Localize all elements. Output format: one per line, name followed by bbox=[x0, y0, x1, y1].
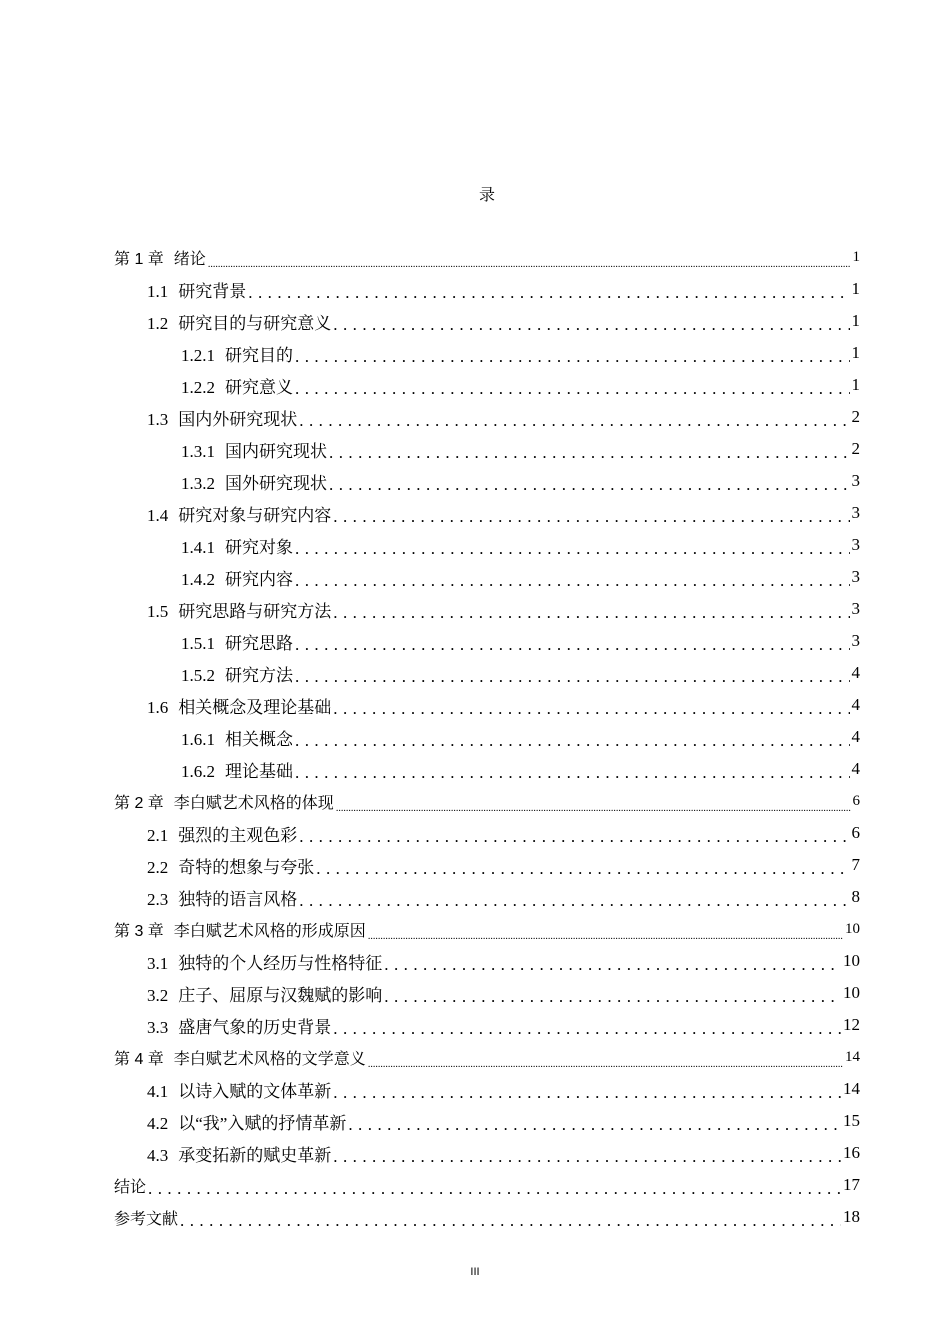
toc-entry-page-number: 7 bbox=[851, 855, 860, 874]
dot-leader bbox=[336, 795, 851, 817]
toc-entry-number: 1.3.2 bbox=[181, 473, 215, 493]
toc-entry-label bbox=[181, 757, 293, 782]
dot-leader bbox=[384, 955, 841, 977]
toc-entry[interactable] bbox=[147, 305, 860, 337]
toc-entry-number: 1.5.1 bbox=[181, 633, 215, 653]
toc-entry-text: 相关概念及理论基础 bbox=[178, 697, 332, 717]
toc-entry-page-number: 8 bbox=[851, 887, 860, 906]
toc-entry-page-number: 15 bbox=[843, 1111, 860, 1130]
toc-entry-label bbox=[114, 1206, 178, 1229]
toc-entry-text: 绪论 bbox=[173, 250, 206, 268]
toc-entry-page-number: 17 bbox=[843, 1175, 860, 1194]
page-number-footer: III bbox=[470, 1266, 480, 1278]
toc-entry-page-number: 3 bbox=[851, 471, 860, 490]
toc-entry-label bbox=[114, 790, 334, 813]
toc-entry-label bbox=[147, 309, 331, 334]
toc-entry-text: 研究对象 bbox=[225, 537, 293, 557]
toc-entry[interactable] bbox=[147, 849, 860, 881]
toc-entry-label bbox=[147, 693, 331, 718]
toc-entry-text: 以“我”入赋的抒情革新 bbox=[178, 1113, 347, 1133]
toc-entry-number: 1.1 bbox=[147, 281, 169, 301]
toc-entry[interactable] bbox=[114, 1169, 860, 1201]
toc-entry-page-number: 1 bbox=[851, 311, 860, 330]
toc-entry-page-number: 10 bbox=[843, 983, 860, 1002]
toc-entry[interactable] bbox=[147, 1073, 860, 1105]
toc-entry-page-number: 1 bbox=[851, 279, 860, 298]
toc-entry-page-number: 16 bbox=[843, 1143, 860, 1162]
toc-entry-text: 研究对象与研究内容 bbox=[178, 505, 332, 525]
toc-entry-number: 3.1 bbox=[147, 953, 169, 973]
toc-entry-label bbox=[147, 821, 297, 846]
toc-entry-number: 第 4 章 bbox=[114, 1050, 164, 1068]
toc-entry[interactable] bbox=[147, 1009, 860, 1041]
toc-entry-number: 第 1 章 bbox=[114, 250, 164, 268]
toc-entry-label bbox=[114, 1046, 366, 1069]
dot-leader bbox=[333, 1083, 841, 1105]
dot-leader bbox=[384, 987, 841, 1009]
toc-entry-label bbox=[147, 1141, 331, 1166]
dot-leader bbox=[333, 699, 849, 721]
dot-leader bbox=[295, 635, 850, 657]
toc-entry[interactable] bbox=[147, 497, 860, 529]
toc-entry-number: 1.4 bbox=[147, 505, 169, 525]
toc-entry-page-number: 12 bbox=[843, 1015, 860, 1034]
toc-entry-number: 3.2 bbox=[147, 985, 169, 1005]
dot-leader bbox=[295, 379, 850, 401]
dot-leader bbox=[299, 411, 849, 433]
toc-entry-label bbox=[147, 501, 331, 526]
toc-entry[interactable] bbox=[181, 721, 860, 753]
toc-entry-label bbox=[181, 469, 327, 494]
dot-leader bbox=[368, 1051, 843, 1073]
toc-entry-text: 庄子、屈原与汉魏赋的影响 bbox=[178, 985, 383, 1005]
dot-leader bbox=[248, 283, 849, 305]
toc-entry-label bbox=[181, 373, 293, 398]
toc-entry[interactable] bbox=[114, 1201, 860, 1233]
toc-entry-page-number: 14 bbox=[845, 1048, 860, 1065]
toc-entry-page-number: 3 bbox=[851, 631, 860, 650]
toc-entry-text: 研究意义 bbox=[225, 377, 293, 397]
toc-entry-page-number: 3 bbox=[851, 567, 860, 586]
toc-entry-page-number: 1 bbox=[851, 375, 860, 394]
toc-entry[interactable] bbox=[147, 593, 860, 625]
toc-entry-text: 独特的语言风格 bbox=[178, 889, 298, 909]
toc-entry-label bbox=[147, 405, 297, 430]
dot-leader bbox=[333, 315, 849, 337]
dot-leader bbox=[208, 251, 851, 273]
toc-entry-page-number: 6 bbox=[851, 823, 860, 842]
toc-entry-text: 李白赋艺术风格的形成原因 bbox=[173, 922, 366, 940]
toc-entry-text: 国内外研究现状 bbox=[178, 409, 298, 429]
toc-entry[interactable] bbox=[181, 337, 860, 369]
toc-entry-number: 1.6 bbox=[147, 697, 169, 717]
dot-leader bbox=[299, 891, 849, 913]
toc-entry[interactable] bbox=[181, 369, 860, 401]
toc-entry-number: 1.6.1 bbox=[181, 729, 215, 749]
dot-leader bbox=[333, 1147, 841, 1169]
toc-entry-number: 1.4.2 bbox=[181, 569, 215, 589]
toc-entry-text: 研究背景 bbox=[178, 281, 247, 301]
toc-title: 录 bbox=[478, 187, 495, 204]
dot-leader bbox=[348, 1115, 841, 1137]
toc-entry-number: 2.3 bbox=[147, 889, 169, 909]
dot-leader bbox=[316, 859, 849, 881]
toc-entry-label bbox=[147, 277, 246, 302]
toc-entry[interactable] bbox=[147, 273, 860, 305]
toc-entry[interactable] bbox=[181, 625, 860, 657]
toc-entry[interactable] bbox=[147, 945, 860, 977]
toc-entry-text: 研究方法 bbox=[225, 665, 293, 685]
toc-entry-text: 相关概念 bbox=[225, 729, 293, 749]
toc-entry[interactable] bbox=[114, 785, 860, 817]
toc-entry-label bbox=[147, 885, 297, 910]
toc-entry-number: 1.2 bbox=[147, 313, 169, 333]
toc-entry-label bbox=[114, 246, 206, 269]
toc-entry-text: 参考文献 bbox=[114, 1210, 179, 1228]
dot-leader bbox=[295, 347, 850, 369]
toc-entry-text: 研究思路与研究方法 bbox=[178, 601, 332, 621]
toc-entry-number: 4.1 bbox=[147, 1081, 169, 1101]
toc-entry[interactable] bbox=[181, 657, 860, 689]
toc-entry-label bbox=[181, 725, 293, 750]
toc-entry-text: 强烈的主观色彩 bbox=[178, 825, 298, 845]
toc-entry-text: 国内研究现状 bbox=[225, 441, 327, 461]
dot-leader bbox=[295, 571, 850, 593]
toc-entry-page-number: 3 bbox=[851, 503, 860, 522]
toc-entry-page-number: 4 bbox=[851, 727, 860, 746]
toc-entry-label bbox=[147, 949, 382, 974]
toc-entry-number: 第 3 章 bbox=[114, 922, 164, 940]
toc-entry-label bbox=[181, 341, 293, 366]
toc-entry-label bbox=[181, 437, 327, 462]
toc-entry[interactable] bbox=[147, 977, 860, 1009]
toc-entry-page-number: 4 bbox=[851, 759, 860, 778]
toc-entry-number: 1.3 bbox=[147, 409, 169, 429]
toc-entry[interactable] bbox=[147, 1105, 860, 1137]
toc-entry-text: 国外研究现状 bbox=[225, 473, 327, 493]
toc-entry-label bbox=[147, 981, 382, 1006]
toc-entry-number: 1.4.1 bbox=[181, 537, 215, 557]
toc-entry-text: 承变拓新的赋史革新 bbox=[178, 1145, 332, 1165]
toc-entry-label bbox=[147, 1077, 331, 1102]
toc-entry-page-number: 2 bbox=[851, 407, 860, 426]
toc-entry-text: 研究内容 bbox=[225, 569, 293, 589]
toc-entry-text: 李白赋艺术风格的体现 bbox=[173, 794, 334, 812]
toc-entry-label bbox=[181, 533, 293, 558]
dot-leader bbox=[295, 731, 850, 753]
toc-entry-number: 1.5 bbox=[147, 601, 169, 621]
toc-entry-page-number: 6 bbox=[852, 792, 860, 809]
toc-entry[interactable] bbox=[181, 561, 860, 593]
toc-entry-number: 2.2 bbox=[147, 857, 169, 877]
toc-entry[interactable] bbox=[181, 753, 860, 785]
toc-entry[interactable] bbox=[181, 465, 860, 497]
toc-entry-number: 1.5.2 bbox=[181, 665, 215, 685]
toc-entry-page-number: 18 bbox=[843, 1207, 860, 1226]
toc-entry[interactable] bbox=[147, 401, 860, 433]
toc-entry-text: 研究思路 bbox=[225, 633, 293, 653]
dot-leader bbox=[180, 1211, 841, 1233]
toc-entry-label bbox=[147, 1013, 331, 1038]
toc-entry-label bbox=[181, 565, 293, 590]
toc-entry-number: 1.6.2 bbox=[181, 761, 215, 781]
toc-entry-label bbox=[147, 597, 331, 622]
toc-entry-page-number: 2 bbox=[851, 439, 860, 458]
toc-entry-number: 1.2.1 bbox=[181, 345, 215, 365]
toc-entry[interactable] bbox=[114, 913, 860, 945]
toc-entry-text: 研究目的 bbox=[225, 345, 293, 365]
dot-leader bbox=[333, 603, 849, 625]
toc-entry-number: 1.2.2 bbox=[181, 377, 215, 397]
toc-entry-page-number: 3 bbox=[851, 535, 860, 554]
toc-entry[interactable] bbox=[114, 241, 860, 273]
toc-entry-page-number: 4 bbox=[851, 695, 860, 714]
toc-entry-label bbox=[147, 1109, 346, 1134]
dot-leader bbox=[148, 1179, 841, 1201]
toc-entry-label bbox=[114, 918, 366, 941]
dot-leader bbox=[333, 507, 849, 529]
toc-entry-label bbox=[181, 661, 293, 686]
dot-leader bbox=[295, 763, 850, 785]
toc-entry-page-number: 1 bbox=[852, 248, 860, 265]
toc-entry-number: 第 2 章 bbox=[114, 794, 164, 812]
toc-entry-page-number: 10 bbox=[845, 920, 860, 937]
toc-entry-page-number: 4 bbox=[851, 663, 860, 682]
toc-entry-text: 李白赋艺术风格的文学意义 bbox=[173, 1050, 366, 1068]
toc-entry-label bbox=[147, 853, 314, 878]
toc-entry-number: 4.3 bbox=[147, 1145, 169, 1165]
toc-entry[interactable] bbox=[181, 529, 860, 561]
dot-leader bbox=[329, 475, 850, 497]
toc-entry-text: 理论基础 bbox=[225, 761, 293, 781]
toc-entry[interactable] bbox=[181, 433, 860, 465]
toc-entry-number: 3.3 bbox=[147, 1017, 169, 1037]
toc-entry-text: 研究目的与研究意义 bbox=[178, 313, 332, 333]
dot-leader bbox=[295, 667, 850, 689]
toc-entry-number: 1.3.1 bbox=[181, 441, 215, 461]
toc-entry[interactable] bbox=[147, 689, 860, 721]
dot-leader bbox=[368, 923, 843, 945]
toc-entry[interactable] bbox=[147, 1137, 860, 1169]
toc-entry[interactable] bbox=[114, 1041, 860, 1073]
toc-entry-page-number: 3 bbox=[851, 599, 860, 618]
toc-entry[interactable] bbox=[147, 881, 860, 913]
dot-leader bbox=[295, 539, 850, 561]
toc-entry-label bbox=[181, 629, 293, 654]
toc-entry-label bbox=[114, 1174, 146, 1197]
toc-entry-page-number: 1 bbox=[851, 343, 860, 362]
toc-entry-text: 结论 bbox=[114, 1178, 147, 1196]
toc-entry[interactable] bbox=[147, 817, 860, 849]
dot-leader bbox=[299, 827, 849, 849]
dot-leader bbox=[329, 443, 850, 465]
toc-entry-text: 独特的个人经历与性格特征 bbox=[178, 953, 383, 973]
toc-entry-page-number: 14 bbox=[843, 1079, 860, 1098]
dot-leader bbox=[333, 1019, 841, 1041]
toc-entry-number: 2.1 bbox=[147, 825, 169, 845]
toc-entry-page-number: 10 bbox=[843, 951, 860, 970]
toc-entry-number: 4.2 bbox=[147, 1113, 169, 1133]
toc-entry-text: 盛唐气象的历史背景 bbox=[178, 1017, 332, 1037]
toc-entry-text: 奇特的想象与夸张 bbox=[178, 857, 315, 877]
toc-entry-text: 以诗入赋的文体革新 bbox=[178, 1081, 332, 1101]
